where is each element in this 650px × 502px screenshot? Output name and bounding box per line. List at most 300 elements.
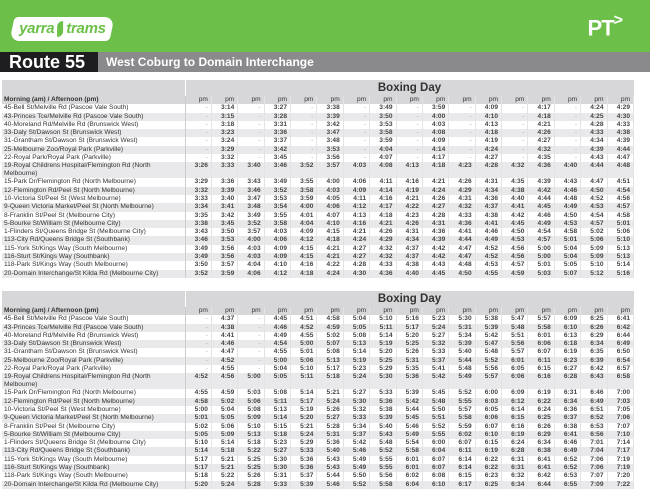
band-spacer [2,80,185,96]
departure-time: 4:19 [396,187,422,195]
departure-time: 5:31 [317,431,343,439]
departure-time: 5:25 [238,464,264,472]
departure-time: 6:17 [449,481,475,489]
departure-time: 5:06 [581,236,607,244]
period-header: pm [264,307,290,315]
departure-time: 4:56 [502,245,528,253]
table-row [2,203,634,211]
departure-time: 6:19 [554,348,580,356]
departure-time: 7:09 [581,481,607,489]
departure-time: 6:11 [528,357,554,365]
departure-time: 5:19 [370,340,396,348]
departure-time: 4:56 [607,195,634,203]
table-row [2,389,634,397]
departure-time: 5:20 [396,332,422,340]
departure-time: 6:39 [581,357,607,365]
departure-time: 3:18 [211,121,237,129]
departure-time: 6:34 [581,340,607,348]
departure-time: 5:38 [475,315,501,323]
departure-time: 3:55 [264,212,290,220]
departure-time: 3:29 [185,178,211,186]
departure-time: 3:27 [264,104,290,112]
departure-time: 5:29 [370,365,396,373]
departure-time: 5:40 [449,348,475,356]
departure-time: 5:10 [607,236,634,244]
departure-time: 6:02 [449,431,475,439]
departure-time: 3:57 [317,162,343,178]
departure-time: 5:23 [422,315,448,323]
departure-time: 5:57 [449,406,475,414]
departure-time: 4:37 [475,203,501,211]
departure-time: 4:33 [607,121,634,129]
period-header: pm [291,96,317,104]
departure-time: - [396,104,422,112]
departure-time: 4:24 [581,104,607,112]
departure-time: 6:38 [528,447,554,455]
pt-arrow-icon: > [613,12,622,29]
period-header: pm [449,307,475,315]
departure-time: 4:44 [449,236,475,244]
departure-time: 4:24 [343,236,369,244]
departure-time: 6:07 [475,423,501,431]
period-header: pm [317,307,343,315]
departure-time: 4:21 [317,253,343,261]
table-row [2,261,634,269]
departure-time: 5:24 [343,373,369,389]
departure-time: 5:57 [475,373,501,389]
period-header: pm [528,96,554,104]
departure-time: 4:33 [581,129,607,137]
table-row [2,431,634,439]
departure-time: 3:49 [185,245,211,253]
departure-time: 5:52 [422,423,448,431]
departure-time: 5:17 [317,365,343,373]
departure-time: 5:50 [422,406,448,414]
departure-time: 3:56 [317,154,343,162]
departure-time: 6:31 [502,464,528,472]
departure-time: 4:26 [396,220,422,228]
period-header: pm [554,307,580,315]
departure-time: 4:00 [317,178,343,186]
departure-time: 3:40 [211,195,237,203]
departure-time: 4:39 [422,236,448,244]
departure-time: 4:59 [502,270,528,278]
departure-time: - [502,121,528,129]
departure-time: 6:22 [528,398,554,406]
departure-time: 5:03 [238,389,264,397]
departure-time: 5:20 [185,481,211,489]
departure-time: 5:41 [422,365,448,373]
stop-name: 20-Domain Interchange/St Kilda Rd (Melbourne City) [2,481,185,489]
departure-time: 4:53 [554,220,580,228]
period-header: pm [422,96,448,104]
table-row [2,212,634,220]
departure-time: 5:43 [317,456,343,464]
departure-time: 5:03 [528,270,554,278]
departure-time: 4:09 [475,104,501,112]
departure-time: 4:54 [607,187,634,195]
departure-time: 4:00 [238,236,264,244]
departure-time: 5:54 [396,439,422,447]
departure-time: 5:30 [370,373,396,389]
departure-time: 4:09 [264,245,290,253]
period-header: pm [581,96,607,104]
departure-time: 5:04 [211,406,237,414]
table-row [2,340,634,348]
departure-time: 4:11 [343,195,369,203]
departure-time: 4:03 [264,228,290,236]
departure-time: 6:09 [502,389,528,397]
departure-time: 5:23 [264,439,290,447]
departure-time: 4:26 [422,195,448,203]
departure-time: 5:46 [396,423,422,431]
departure-time: 4:40 [554,162,580,178]
departure-time: 5:40 [317,447,343,455]
departure-time: 5:14 [291,389,317,397]
departure-time: 4:49 [264,332,290,340]
departure-time: 4:57 [528,236,554,244]
departure-time: 4:30 [343,270,369,278]
departure-time: 3:48 [238,203,264,211]
departure-time: 3:50 [185,261,211,269]
departure-time: 5:57 [528,315,554,323]
departure-time: 3:42 [317,121,343,129]
departure-time: 4:05 [317,195,343,203]
departure-time: - [238,154,264,162]
departure-time: 7:10 [607,431,634,439]
table-row [2,154,634,162]
period-header: pm [343,307,369,315]
stop-name: 1-Flinders St/Queens Bridge St (Melbourne City) [2,439,185,447]
departure-time: 5:48 [370,439,396,447]
period-header: pm [581,307,607,315]
departure-time: 6:03 [475,398,501,406]
departure-time: 4:58 [607,212,634,220]
departure-time: 4:39 [607,137,634,145]
departure-time: 5:26 [396,348,422,356]
departure-time: 4:43 [422,261,448,269]
departure-time: 3:59 [370,137,396,145]
period-header: pm [317,96,343,104]
departure-time: 5:02 [317,332,343,340]
departure-time: 4:36 [475,195,501,203]
departure-time: 6:06 [475,414,501,422]
timetable [2,80,634,278]
departure-time: 3:49 [238,212,264,220]
departure-time: 5:39 [370,414,396,422]
departure-time: 4:52 [475,245,501,253]
departure-time: 6:05 [475,406,501,414]
period-header: pm [502,307,528,315]
departure-time: 4:56 [502,253,528,261]
departure-time: 6:29 [528,431,554,439]
departure-time: 3:49 [185,253,211,261]
period-header: pm [396,96,422,104]
route-title: West Coburg to Domain Interchange [106,55,314,69]
stop-name: 115-York St/Kings Way (South Melbourne) [2,456,185,464]
departure-time: 5:06 [607,228,634,236]
departure-time: 4:16 [291,261,317,269]
departure-time: 6:37 [554,414,580,422]
departure-time: 3:59 [422,104,448,112]
departure-time: 4:29 [607,104,634,112]
stop-name: 45-Bell St/Melville Rd (Pascoe Vale South) [2,315,185,323]
departure-time: 5:05 [211,414,237,422]
table-row [2,253,634,261]
departure-time: - [343,154,369,162]
departure-time: 5:55 [370,456,396,464]
departure-time: 7:06 [581,456,607,464]
table-row [2,373,634,389]
departure-time: 4:09 [291,228,317,236]
departure-time: 4:36 [449,220,475,228]
departure-time: 6:29 [581,332,607,340]
departure-time: 4:41 [502,203,528,211]
departure-time: 5:39 [291,481,317,489]
departure-time: - [238,315,264,323]
period-header: pm [528,307,554,315]
departure-time: - [185,129,211,137]
table-row [2,472,634,480]
departure-time: 3:41 [211,203,237,211]
departure-time: 5:24 [317,398,343,406]
departure-time: 6:44 [607,332,634,340]
departure-time: 4:40 [396,270,422,278]
departure-time: 5:31 [264,472,290,480]
departure-time: 5:10 [185,439,211,447]
departure-time: 5:08 [343,332,369,340]
departure-time: 5:58 [396,447,422,455]
departure-time: 5:13 [317,357,343,365]
departure-time: 4:16 [370,195,396,203]
departure-time: 4:24 [422,187,448,195]
departure-time: 5:37 [343,431,369,439]
departure-time: 6:19 [475,447,501,455]
period-header: pm [422,307,448,315]
departure-time: 4:51 [607,178,634,186]
departure-time: 6:41 [528,464,554,472]
departure-time: 3:56 [211,253,237,261]
departure-time: 5:28 [238,481,264,489]
departure-time: 4:32 [502,162,528,178]
departure-time: - [502,113,528,121]
departure-time: 3:47 [317,129,343,137]
departure-time: 5:21 [211,456,237,464]
departure-time: 5:42 [475,332,501,340]
departure-time: 3:36 [264,129,290,137]
stop-name: 43-Princes Tce/Melville Rd (Pascoe Vale South) [2,113,185,121]
departure-time: 4:50 [581,187,607,195]
departure-time: 5:06 [238,398,264,406]
route-number: Route 55 [0,52,98,72]
table-row [2,104,634,112]
departure-time: 4:55 [475,270,501,278]
departure-time: - [449,137,475,145]
departure-time: 5:18 [185,472,211,480]
departure-time: 4:42 [528,187,554,195]
departure-time: 7:07 [607,423,634,431]
departure-time: 5:30 [449,315,475,323]
departure-time: 4:45 [264,315,290,323]
departure-time: 3:42 [264,146,290,154]
departure-time: 5:01 [291,348,317,356]
departure-time: 4:47 [607,154,634,162]
departure-time: 5:17 [291,398,317,406]
departure-time: 5:17 [185,456,211,464]
departure-time: 5:04 [264,365,290,373]
departure-time: - [502,129,528,137]
departure-time: 6:53 [581,423,607,431]
departure-time: 6:50 [607,348,634,356]
departure-time: 6:53 [554,472,580,480]
departure-time: 5:00 [528,245,554,253]
departure-time: 4:26 [449,178,475,186]
departure-time: 5:27 [264,447,290,455]
departure-time: 6:16 [528,373,554,389]
timetable [2,291,634,489]
departure-time: 5:25 [238,456,264,464]
departure-time: 6:58 [607,373,634,389]
departure-time: 4:58 [317,315,343,323]
table-row [2,137,634,145]
stop-name: 15-Park Dr/Flemington Rd (North Melbourne) [2,178,185,186]
table-row [2,348,634,356]
departure-time: - [343,146,369,154]
departure-time: 5:47 [502,315,528,323]
table-row [2,464,634,472]
departure-time: 3:57 [238,228,264,236]
departure-time: 6:07 [422,464,448,472]
period-header: pm [185,96,211,104]
departure-time: 4:45 [422,270,448,278]
departure-time: 4:34 [475,187,501,195]
departure-time: 6:22 [475,456,501,464]
departure-time: 4:27 [343,253,369,261]
departure-time: 5:49 [396,431,422,439]
departure-time: 6:15 [449,472,475,480]
departure-time: 7:19 [607,464,634,472]
departure-time: 6:18 [554,340,580,348]
departure-time: 5:25 [370,357,396,365]
departure-time: 4:22 [317,261,343,269]
departure-time: 4:37 [211,315,237,323]
stop-name: 19-Royal Childrens Hospital/Flemington Rd (North Melbourne) [2,162,185,178]
departure-time: 5:02 [211,398,237,406]
departure-time: 6:01 [502,357,528,365]
departure-time: 4:47 [449,245,475,253]
departure-time: 5:23 [343,365,369,373]
stop-name: 9-Queen Victoria Market/Peel St (North Melbourne) [2,203,185,211]
departure-time: 6:46 [554,439,580,447]
departure-time: 4:15 [317,228,343,236]
departure-time: 4:58 [554,228,580,236]
departure-time: 7:07 [581,472,607,480]
departure-time: 5:56 [370,472,396,480]
departure-time: 4:54 [264,340,290,348]
logo-text-left: yarra [18,20,54,38]
departure-time: 6:05 [502,365,528,373]
departure-time: 3:55 [291,178,317,186]
departure-time: 5:15 [264,423,290,431]
departure-time: 5:34 [449,332,475,340]
departure-time: 3:39 [211,187,237,195]
departure-time: 4:18 [317,236,343,244]
departure-time: 6:15 [528,365,554,373]
departure-time: 5:22 [211,472,237,480]
departure-time: - [291,129,317,137]
departure-time: 5:59 [449,423,475,431]
departure-time: 5:16 [607,270,634,278]
departure-time: - [185,315,211,323]
departure-time: 4:52 [291,324,317,332]
departure-time: 5:46 [343,447,369,455]
departure-time: 7:22 [607,481,634,489]
departure-time: 5:11 [291,373,317,389]
departure-time: 5:48 [449,365,475,373]
departure-time: 4:32 [528,146,554,154]
departure-time: - [291,104,317,112]
departure-time: - [185,340,211,348]
departure-time: 5:01 [528,261,554,269]
period-header: pm [607,96,634,104]
departure-time: 5:01 [554,236,580,244]
departure-time: 5:43 [317,464,343,472]
table-row [2,481,634,489]
departure-time: 4:39 [581,146,607,154]
departure-time: 4:03 [238,253,264,261]
departure-time: 4:03 [317,187,343,195]
departure-time: 5:56 [475,365,501,373]
period-header: pm [449,96,475,104]
departure-time: - [185,357,211,365]
departure-time: 6:52 [554,464,580,472]
departure-time: 6:13 [554,332,580,340]
departure-time: 6:34 [554,398,580,406]
departure-time: 6:52 [554,456,580,464]
departure-time: - [185,137,211,145]
departure-time: 4:09 [343,187,369,195]
departure-time: 5:35 [396,365,422,373]
departure-time: 4:06 [264,236,290,244]
yarra-trams-logo [9,17,114,41]
departure-time: 4:18 [528,113,554,121]
departure-time: 6:07 [528,348,554,356]
departure-time: 4:38 [475,212,501,220]
departure-time: 5:42 [396,398,422,406]
departure-time: 3:39 [317,113,343,121]
departure-time: 4:57 [607,203,634,211]
departure-time: 5:14 [370,332,396,340]
table-row [2,146,634,154]
departure-time: 4:13 [343,212,369,220]
departure-time: - [238,146,264,154]
departure-time: 4:49 [528,220,554,228]
departure-time: - [185,332,211,340]
departure-time: 6:07 [449,439,475,447]
departure-time: 3:59 [291,195,317,203]
departure-time: 5:30 [264,464,290,472]
departure-time: 6:25 [581,315,607,323]
table-row [2,456,634,464]
departure-time: 5:42 [343,439,369,447]
departure-time: 4:30 [607,113,634,121]
departure-time: - [238,332,264,340]
departure-time: 4:53 [581,203,607,211]
departure-time: 6:32 [502,472,528,480]
departure-time: 6:34 [528,439,554,447]
departure-time: 4:29 [370,236,396,244]
period-header: pm [185,307,211,315]
